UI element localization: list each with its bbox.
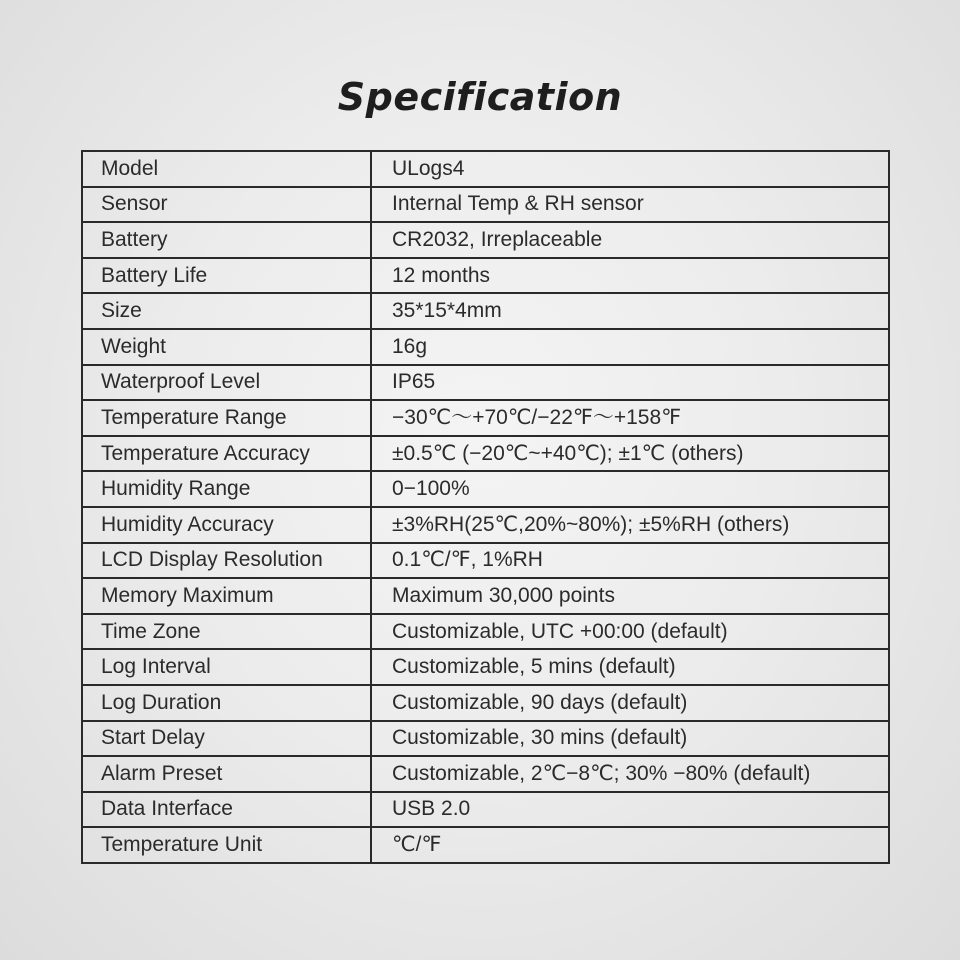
- table-row: [82, 827, 889, 863]
- table-row: [82, 756, 889, 792]
- spec-key: Sensor: [82, 187, 371, 223]
- spec-value: −30℃～+70℃/−22℉～+158℉: [371, 400, 889, 436]
- spec-key: LCD Display Resolution: [82, 543, 371, 579]
- spec-value: IP65: [371, 365, 889, 401]
- spec-key: Battery Life: [82, 258, 371, 294]
- spec-value: Maximum 30,000 points: [371, 578, 889, 614]
- spec-key: Size: [82, 293, 371, 329]
- table-row: [82, 578, 889, 614]
- spec-value: Internal Temp & RH sensor: [371, 187, 889, 223]
- table-row: [82, 436, 889, 472]
- table-row: [82, 543, 889, 579]
- spec-value: ±0.5℃ (−20℃~+40℃); ±1℃ (others): [371, 436, 889, 472]
- spec-key: Time Zone: [82, 614, 371, 650]
- spec-key: Temperature Accuracy: [82, 436, 371, 472]
- table-row: [82, 293, 889, 329]
- spec-value: USB 2.0: [371, 792, 889, 828]
- spec-key: Temperature Range: [82, 400, 371, 436]
- table-row: [82, 507, 889, 543]
- table-row: [82, 649, 889, 685]
- spec-table: [81, 150, 890, 864]
- spec-value: 35*15*4mm: [371, 293, 889, 329]
- table-row: [82, 792, 889, 828]
- spec-value: Customizable, 30 mins (default): [371, 721, 889, 757]
- spec-key: Data Interface: [82, 792, 371, 828]
- spec-key: Humidity Range: [82, 471, 371, 507]
- table-row: [82, 365, 889, 401]
- spec-value: 0.1℃/℉, 1%RH: [371, 543, 889, 579]
- spec-table-body: [82, 151, 889, 863]
- table-row: [82, 614, 889, 650]
- spec-key: Weight: [82, 329, 371, 365]
- spec-key: Temperature Unit: [82, 827, 371, 863]
- spec-value: 0−100%: [371, 471, 889, 507]
- spec-value: Customizable, UTC +00:00 (default): [371, 614, 889, 650]
- spec-value: Customizable, 90 days (default): [371, 685, 889, 721]
- spec-key: Log Interval: [82, 649, 371, 685]
- table-row: [82, 329, 889, 365]
- spec-key: Start Delay: [82, 721, 371, 757]
- table-row: [82, 721, 889, 757]
- table-row: [82, 187, 889, 223]
- table-row: [82, 151, 889, 187]
- table-row: [82, 400, 889, 436]
- spec-value: 16g: [371, 329, 889, 365]
- spec-key: Log Duration: [82, 685, 371, 721]
- spec-key: Humidity Accuracy: [82, 507, 371, 543]
- spec-key: Waterproof Level: [82, 365, 371, 401]
- table-row: [82, 471, 889, 507]
- spec-key: Memory Maximum: [82, 578, 371, 614]
- spec-key: Battery: [82, 222, 371, 258]
- spec-value: ULogs4: [371, 151, 889, 187]
- table-row: [82, 685, 889, 721]
- spec-value: Customizable, 2℃−8℃; 30% −80% (default): [371, 756, 889, 792]
- spec-value: ℃/℉: [371, 827, 889, 863]
- spec-value: 12 months: [371, 258, 889, 294]
- spec-key: Model: [82, 151, 371, 187]
- spec-value: Customizable, 5 mins (default): [371, 649, 889, 685]
- table-row: [82, 258, 889, 294]
- spec-value: ±3%RH(25℃,20%~80%); ±5%RH (others): [371, 507, 889, 543]
- spec-key: Alarm Preset: [82, 756, 371, 792]
- table-row: [82, 222, 889, 258]
- page-title: Specification: [337, 75, 623, 119]
- spec-value: CR2032, Irreplaceable: [371, 222, 889, 258]
